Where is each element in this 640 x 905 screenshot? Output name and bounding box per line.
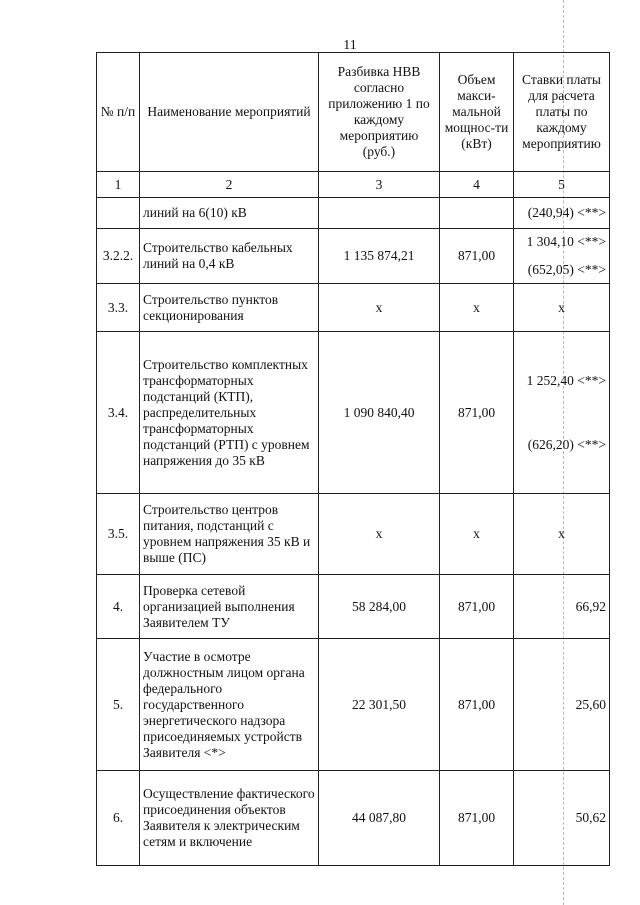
row-name: линий на 6(10) кВ <box>140 198 319 229</box>
column-number-row <box>97 172 610 198</box>
row-nvv: 22 301,50 <box>319 639 440 771</box>
row-number: 3.2.2. <box>97 229 140 284</box>
page-number: 11 <box>343 38 357 53</box>
row-number: 3.5. <box>97 494 140 575</box>
row-power: 871,00 <box>440 771 514 866</box>
table-row <box>97 639 610 771</box>
row-power: x <box>440 494 514 575</box>
rate-value-alt: (626,20) <**> <box>527 436 606 452</box>
row-rate <box>514 229 610 284</box>
row-name: Строительство пунктов секционирования <box>140 284 319 332</box>
header-row <box>97 53 610 172</box>
rate-value: 1 304,10 <**> <box>526 234 606 249</box>
table-row <box>97 575 610 639</box>
tariff-table <box>96 52 610 866</box>
rate-value-alt: (652,05) <**> <box>527 262 606 277</box>
row-rate: (240,94) <**> <box>514 198 610 229</box>
row-power <box>440 198 514 229</box>
row-name: Осуществление фактического присоединения объектов Заявителя к электрическим сетям и включение <box>140 771 319 866</box>
row-name: Строительство комплектных трансформаторных подстанций (КТП), распределительных трансформаторных подстанций (РТП) с уровнем напряжения до 35 кВ <box>140 332 319 494</box>
table-row <box>97 332 610 494</box>
table-row <box>97 494 610 575</box>
header-name: Наименование мероприятий <box>140 53 319 172</box>
row-power: 871,00 <box>440 639 514 771</box>
table-row <box>97 229 610 284</box>
row-nvv: 44 087,80 <box>319 771 440 866</box>
row-rate: 50,62 <box>514 771 610 866</box>
header-nvv: Разбивка НВВ согласно приложению 1 по каждому мероприятию (руб.) <box>319 53 440 172</box>
row-nvv <box>319 198 440 229</box>
row-nvv: x <box>319 494 440 575</box>
row-number: 3.3. <box>97 284 140 332</box>
header-num: № п/п <box>97 53 140 172</box>
row-nvv: 58 284,00 <box>319 575 440 639</box>
row-rate: x <box>514 284 610 332</box>
table-row <box>97 284 610 332</box>
row-power: 871,00 <box>440 332 514 494</box>
table-row <box>97 771 610 866</box>
row-rate: 25,60 <box>514 639 610 771</box>
row-name: Участие в осмотре должностным лицом органа федерального государственного энергетического надзора присоединяемых устройств Заявителя <*> <box>140 639 319 771</box>
table-row <box>97 198 610 229</box>
row-rate <box>514 332 610 494</box>
column-number: 3 <box>319 172 440 198</box>
rate-value: 1 252,40 <**> <box>526 372 606 388</box>
row-rate: x <box>514 494 610 575</box>
row-number <box>97 198 140 229</box>
row-number: 6. <box>97 771 140 866</box>
row-rate: 66,92 <box>514 575 610 639</box>
row-number: 5. <box>97 639 140 771</box>
row-nvv: 1 090 840,40 <box>319 332 440 494</box>
row-number: 3.4. <box>97 332 140 494</box>
row-nvv: 1 135 874,21 <box>319 229 440 284</box>
row-number: 4. <box>97 575 140 639</box>
row-power: 871,00 <box>440 229 514 284</box>
row-power: 871,00 <box>440 575 514 639</box>
column-number: 5 <box>514 172 610 198</box>
row-nvv: x <box>319 284 440 332</box>
column-number: 2 <box>140 172 319 198</box>
column-number: 4 <box>440 172 514 198</box>
row-name: Строительство кабельных линий на 0,4 кВ <box>140 229 319 284</box>
row-name: Строительство центров питания, подстанций с уровнем напряжения 35 кВ и выше (ПС) <box>140 494 319 575</box>
column-number: 1 <box>97 172 140 198</box>
header-power: Объем макси-мальной мощнос-ти (кВт) <box>440 53 514 172</box>
row-name: Проверка сетевой организацией выполнения Заявителем ТУ <box>140 575 319 639</box>
header-rate: Ставки платы для расчета платы по каждому мероприятию <box>514 53 610 172</box>
row-power: x <box>440 284 514 332</box>
